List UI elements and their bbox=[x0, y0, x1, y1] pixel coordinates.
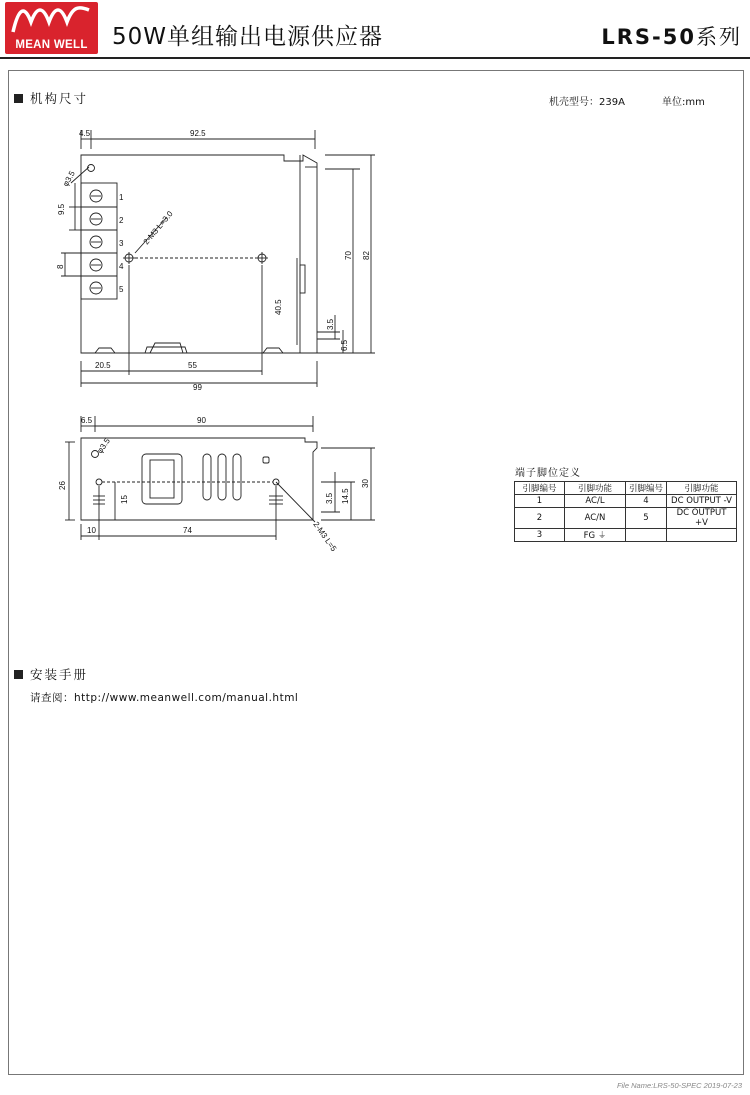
table-cell: 3 bbox=[515, 529, 565, 542]
case-number: 机壳型号：239A bbox=[549, 97, 625, 108]
dim-9-5: 9.5 bbox=[57, 203, 66, 215]
table-cell: DC OUTPUT -V bbox=[667, 495, 737, 508]
dim-26: 26 bbox=[58, 481, 67, 490]
table-cell: 2 bbox=[515, 508, 565, 529]
series-name bbox=[601, 21, 742, 51]
dim-3-5: 3.5 bbox=[326, 318, 335, 330]
unit-label: 单位:mm bbox=[662, 97, 705, 108]
dim-6-5: 6.5 bbox=[340, 339, 349, 351]
dim-92-5: 92.5 bbox=[190, 129, 206, 138]
terminal-3: 3 bbox=[119, 239, 124, 248]
dim-99: 99 bbox=[193, 383, 202, 392]
dim-30: 30 bbox=[361, 479, 370, 488]
col-header: 引脚功能 bbox=[667, 482, 737, 495]
dim-15: 15 bbox=[120, 495, 129, 504]
table-cell: 5 bbox=[626, 508, 667, 529]
mw-logo-icon bbox=[5, 2, 98, 36]
mech-heading-text: 机构尺寸 bbox=[30, 91, 89, 106]
dim-4-5: 4.5 bbox=[79, 129, 91, 138]
terminal-4: 4 bbox=[119, 262, 124, 271]
table-cell: FG ⏚ bbox=[565, 529, 626, 542]
square-bullet-icon bbox=[14, 670, 23, 679]
install-heading-text: 安装手册 bbox=[30, 667, 89, 682]
dim-90: 90 bbox=[197, 416, 206, 425]
dim-82: 82 bbox=[362, 251, 371, 260]
dim-6-5: 6.5 bbox=[81, 416, 93, 425]
series-suffix: 系列 bbox=[696, 25, 742, 49]
install-heading bbox=[14, 665, 88, 683]
dim-74: 74 bbox=[183, 526, 192, 535]
square-bullet-icon bbox=[14, 94, 23, 103]
pin-table bbox=[514, 481, 737, 542]
header-rule bbox=[0, 57, 750, 59]
footer-filename: File Name:LRS-50-SPEC 2019-07-23 bbox=[616, 1081, 742, 1090]
table-row bbox=[515, 508, 737, 529]
dim-40-5: 40.5 bbox=[274, 299, 283, 315]
table-row bbox=[515, 495, 737, 508]
manual-link-text[interactable]: 请查阅：http://www.meanwell.com/manual.html bbox=[30, 692, 299, 704]
series-model: LRS-50 bbox=[601, 25, 696, 49]
hole-diameter: φ3.5 bbox=[95, 436, 112, 456]
dim-8: 8 bbox=[56, 264, 65, 269]
table-row bbox=[515, 482, 737, 495]
pin-table-title: 端子脚位定义 bbox=[515, 468, 581, 479]
table-cell: AC/L bbox=[565, 495, 626, 508]
dim-20-5: 20.5 bbox=[95, 361, 111, 370]
dim-55: 55 bbox=[188, 361, 197, 370]
table-cell bbox=[667, 529, 737, 542]
dim-10: 10 bbox=[87, 526, 96, 535]
screw-spec: 2-M3 L=5 bbox=[311, 519, 339, 554]
col-header: 引脚编号 bbox=[515, 482, 565, 495]
meanwell-logo bbox=[5, 2, 98, 54]
table-row bbox=[515, 529, 737, 542]
top-view-drawing bbox=[55, 125, 385, 395]
table-cell: 1 bbox=[515, 495, 565, 508]
hole-diameter: φ3.5 bbox=[60, 169, 77, 188]
terminal-2: 2 bbox=[119, 216, 124, 225]
table-cell: DC OUTPUT +V bbox=[667, 508, 737, 529]
side-view-drawing bbox=[55, 412, 385, 562]
col-header: 引脚编号 bbox=[626, 482, 667, 495]
table-cell: AC/N bbox=[565, 508, 626, 529]
dim-3-5: 3.5 bbox=[325, 492, 334, 504]
terminal-5: 5 bbox=[119, 285, 124, 294]
col-header: 引脚功能 bbox=[565, 482, 626, 495]
logo-text: MEAN WELL bbox=[15, 39, 88, 51]
table-cell bbox=[626, 529, 667, 542]
screw-spec: 2-M3 L=3.0 bbox=[141, 209, 175, 247]
page-title: 50W单组输出电源供应器 bbox=[112, 24, 384, 50]
terminal-screws bbox=[81, 190, 117, 294]
page-header bbox=[0, 0, 750, 62]
dim-14-5: 14.5 bbox=[341, 488, 350, 504]
mech-heading bbox=[14, 89, 88, 107]
dim-70: 70 bbox=[344, 251, 353, 260]
table-cell: 4 bbox=[626, 495, 667, 508]
terminal-1: 1 bbox=[119, 193, 124, 202]
